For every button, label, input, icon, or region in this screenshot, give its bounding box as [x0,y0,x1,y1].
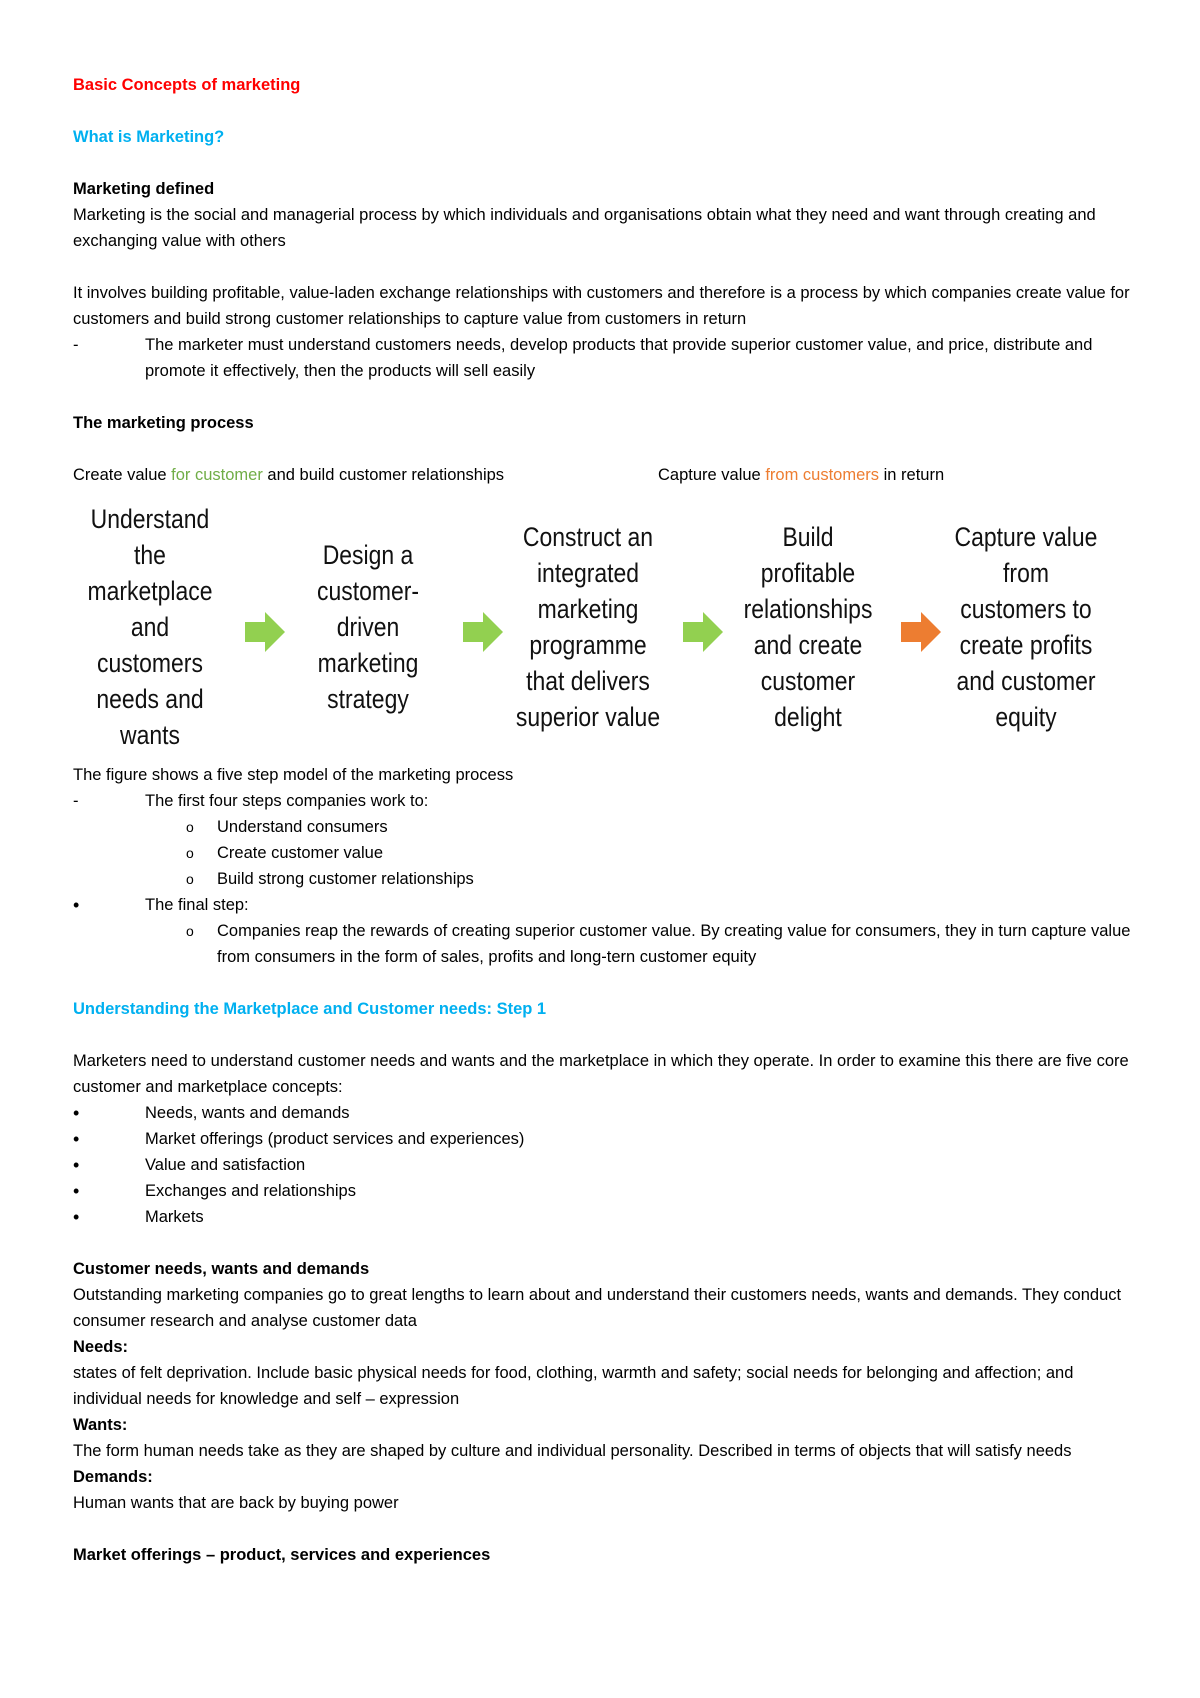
dash-list [73,788,1143,814]
list-item: o Build strong customer relationships [73,866,1143,892]
bullet-list [73,892,1143,918]
list-item: • Market offerings (product services and experiences) [73,1126,1143,1152]
list-item: • The final step: [73,892,1143,918]
list-item: o Companies reap the rewards of creating superior customer value. By creating value for consumers, they in turn capture value from consumers in the form of sales, profits and long-tern customer equity [73,918,1143,970]
marketing-process-diagram [73,492,1143,762]
process-step-2: Design a customer-driven marketing strategy [316,540,420,714]
list-item: - The first four steps companies work to: [73,788,1143,814]
section-heading-what-is-marketing: What is Marketing? [73,128,225,146]
text-span: and build customer relationships [262,466,505,484]
arrow-right-icon [245,612,285,652]
process-step-1: Understand the marketplace and customers needs and wants [87,504,213,750]
paragraph-relationships: It involves building profitable, value-laden exchange relationships with customers and therefore is a process by which companies create value for customers and build strong customer relationships to capture value from customers in return [73,284,1130,328]
text-span: Capture value [658,466,766,484]
demands-text: Human wants that are back by buying power [73,1494,399,1512]
list-item: o Create customer value [73,840,1143,866]
list-item: - The marketer must understand customers needs, develop products that provide superior customer value, and price, distribute and promote it effectively, then the products will sell easily [73,332,1143,384]
paragraph-definition: Marketing is the social and managerial process by which individuals and organisations obtain what they need and want through creating and exchanging value with others [73,206,1096,250]
subheading-marketing-defined: Marketing defined [73,180,215,198]
figure-description: The figure shows a five step model of the marketing process [73,766,514,784]
section-heading-step-1: Understanding the Marketplace and Customer needs: Step 1 [73,1000,547,1018]
document-page [73,72,1143,1568]
sub-list [73,918,1143,970]
dash-list [73,332,1143,384]
list-item: o Understand consumers [73,814,1143,840]
text-span: Create value [73,466,172,484]
arrow-right-icon [463,612,503,652]
list-item: • Needs, wants and demands [73,1100,1143,1126]
arrow-right-icon [901,612,941,652]
process-step-3: Construct an integrated marketing programme that delivers superior value [515,522,661,732]
bullet-list [73,1100,1143,1230]
needs-text: states of felt deprivation. Include basic physical needs for food, clothing, warmth and safety; social needs for belonging and affection; and individual needs for knowledge and self – expression [73,1364,1074,1408]
capture-value-label [658,462,944,488]
paragraph-step1: Marketers need to understand customer needs and wants and the marketplace in which they operate. In order to examine this there are five core customer and marketplace concepts: [73,1052,1129,1096]
needs-label: Needs: [73,1338,129,1356]
subheading-market-offerings: Market offerings – product, services and experiences [73,1546,491,1564]
text-span: in return [879,466,945,484]
process-step-4: Build profitable relationships and create customer delight [743,522,873,732]
process-step-5: Capture value from customers to create profits and customer equity [954,522,1098,732]
highlight-span: for customer [171,466,263,484]
demands-label: Demands: [73,1468,153,1486]
subheading-needs-wants-demands: Customer needs, wants and demands [73,1260,370,1278]
process-intro-line [73,462,1143,488]
wants-text: The form human needs take as they are shaped by culture and individual personality. Described in terms of objects that will satisfy needs [73,1442,1072,1460]
highlight-span: from customers [765,466,880,484]
list-item: • Exchanges and relationships [73,1178,1143,1204]
list-item: • Markets [73,1204,1143,1230]
list-item: • Value and satisfaction [73,1152,1143,1178]
paragraph-needs-intro: Outstanding marketing companies go to great lengths to learn about and understand their customers needs, wants and demands. They conduct consumer research and analyse customer data [73,1286,1122,1330]
document-title: Basic Concepts of marketing [73,76,301,94]
subheading-marketing-process: The marketing process [73,414,254,432]
arrow-right-icon [683,612,723,652]
sub-list [73,814,1143,892]
wants-label: Wants: [73,1416,128,1434]
create-value-label [73,462,658,488]
